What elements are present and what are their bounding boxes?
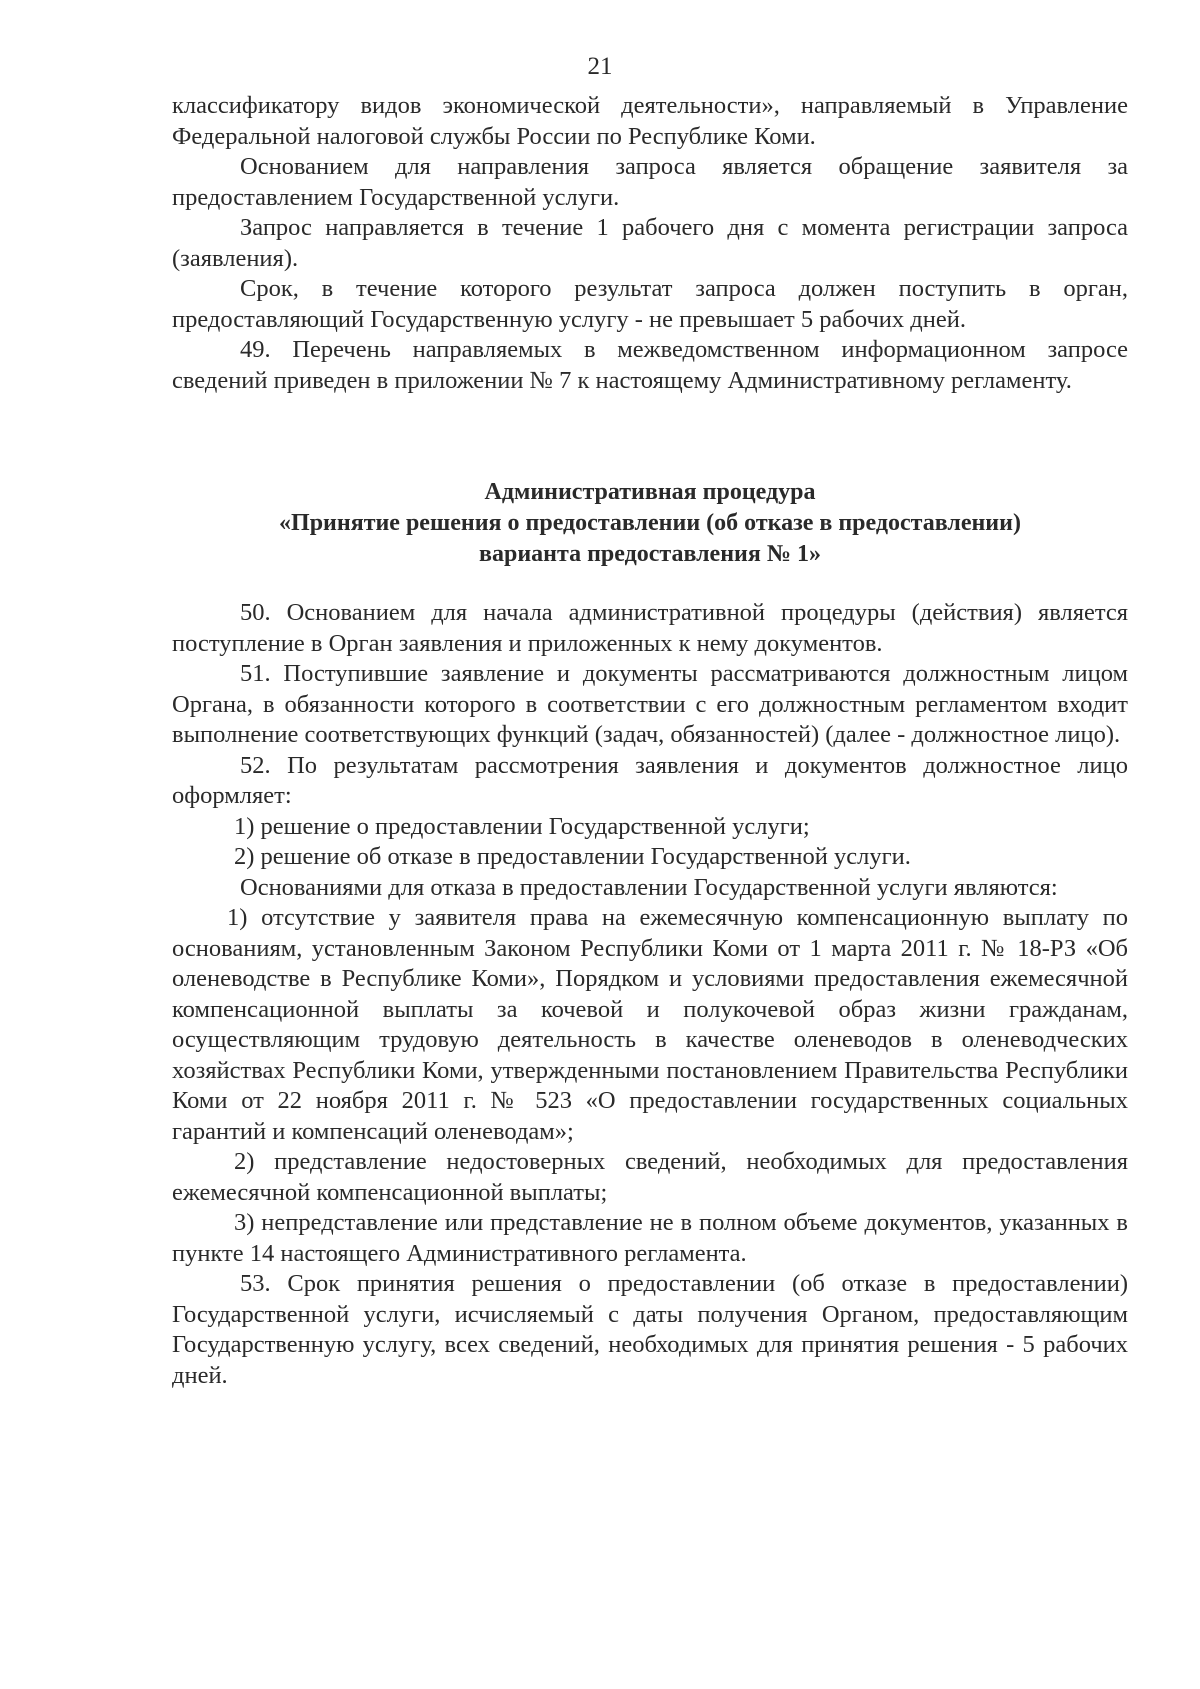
page-number: 21	[587, 53, 613, 80]
body-bottom	[172, 598, 1128, 1391]
list-item-ground-1: 1) отсутствие у заявителя права на ежемесячную компенсационную выплату по основаниям, установленным Законом Республики Коми от 1 марта 2011 г. № 18-РЗ «Об оленеводстве в Республике Коми», Порядком и условиями предоставления ежемесячной компенсационной выплаты за кочевой и полукочевой образ жизни гражданам, осуществляющим трудовую деятельность в качестве оленеводов в оленеводческих хозяйствах Республики Коми, утвержденными постановлением Правительства Республики Коми от 22 ноября 2011 г. № 523 «О предоставлении государственных социальных гарантий и компенсаций оленеводам»;	[172, 904, 1128, 1145]
list-item-decision-refuse: 2) решение об отказе в предоставлении Государственной услуги.	[234, 843, 911, 870]
paragraph-response-term: Срок, в течение которого результат запроса должен поступить в орган, предоставляющий Государственную услугу - не превышает 5 рабочих дней.	[172, 275, 1128, 333]
section-heading	[172, 477, 1128, 570]
paragraph-52: 52. По результатам рассмотрения заявления и документов должностное лицо оформляет:	[172, 751, 1128, 809]
list-item-decision-grant: 1) решение о предоставлении Государственной услуги;	[234, 812, 810, 840]
paragraph-basis: Основанием для направления запроса является обращение заявителя за предоставлением Государственной услуги.	[172, 153, 1128, 211]
body-top	[172, 91, 1128, 396]
heading-line-2: «Принятие решения о предоставлении (об отказе в предоставлении)	[279, 510, 1021, 536]
paragraph-51: 51. Поступившие заявление и документы рассматриваются должностным лицом Органа, в обязанности которого в соответствии с его должностным регламентом входит выполнение соответствующих функций (задач, обязанностей) (далее - должностное лицо).	[172, 660, 1128, 748]
list-item-ground-2: 2) представление недостоверных сведений, необходимых для предоставления ежемесячной компенсационной выплаты;	[172, 1148, 1128, 1206]
paragraph-49: 49. Перечень направляемых в межведомственном информационном запросе сведений приведен в приложении № 7 к настоящему Административному регламенту.	[172, 336, 1128, 394]
paragraph-continuation: классификатору видов экономической деятельности», направляемый в Управление Федеральной налоговой службы России по Республике Коми.	[172, 92, 1128, 150]
paragraph-request-term: Запрос направляется в течение 1 рабочего дня с момента регистрации запроса (заявления).	[172, 214, 1128, 272]
paragraph-53: 53. Срок принятия решения о предоставлении (об отказе в предоставлении) Государственной услуги, исчисляемый с даты получения Органом, предоставляющим Государственную услугу, всех сведений, необходимых для принятия решения - 5 рабочих дней.	[172, 1270, 1128, 1389]
list-item-ground-3: 3) непредставление или представление не в полном объеме документов, указанных в пункте 14 настоящего Административного регламента.	[172, 1209, 1128, 1267]
heading-line-3: варианта предоставления № 1»	[479, 541, 821, 567]
paragraph-50: 50. Основанием для начала административной процедуры (действия) является поступление в Орган заявления и приложенных к нему документов.	[172, 599, 1128, 657]
paragraph-refusal-grounds: Основаниями для отказа в предоставлении Государственной услуги являются:	[240, 873, 1058, 901]
heading-line-1: Административная процедура	[484, 479, 816, 505]
